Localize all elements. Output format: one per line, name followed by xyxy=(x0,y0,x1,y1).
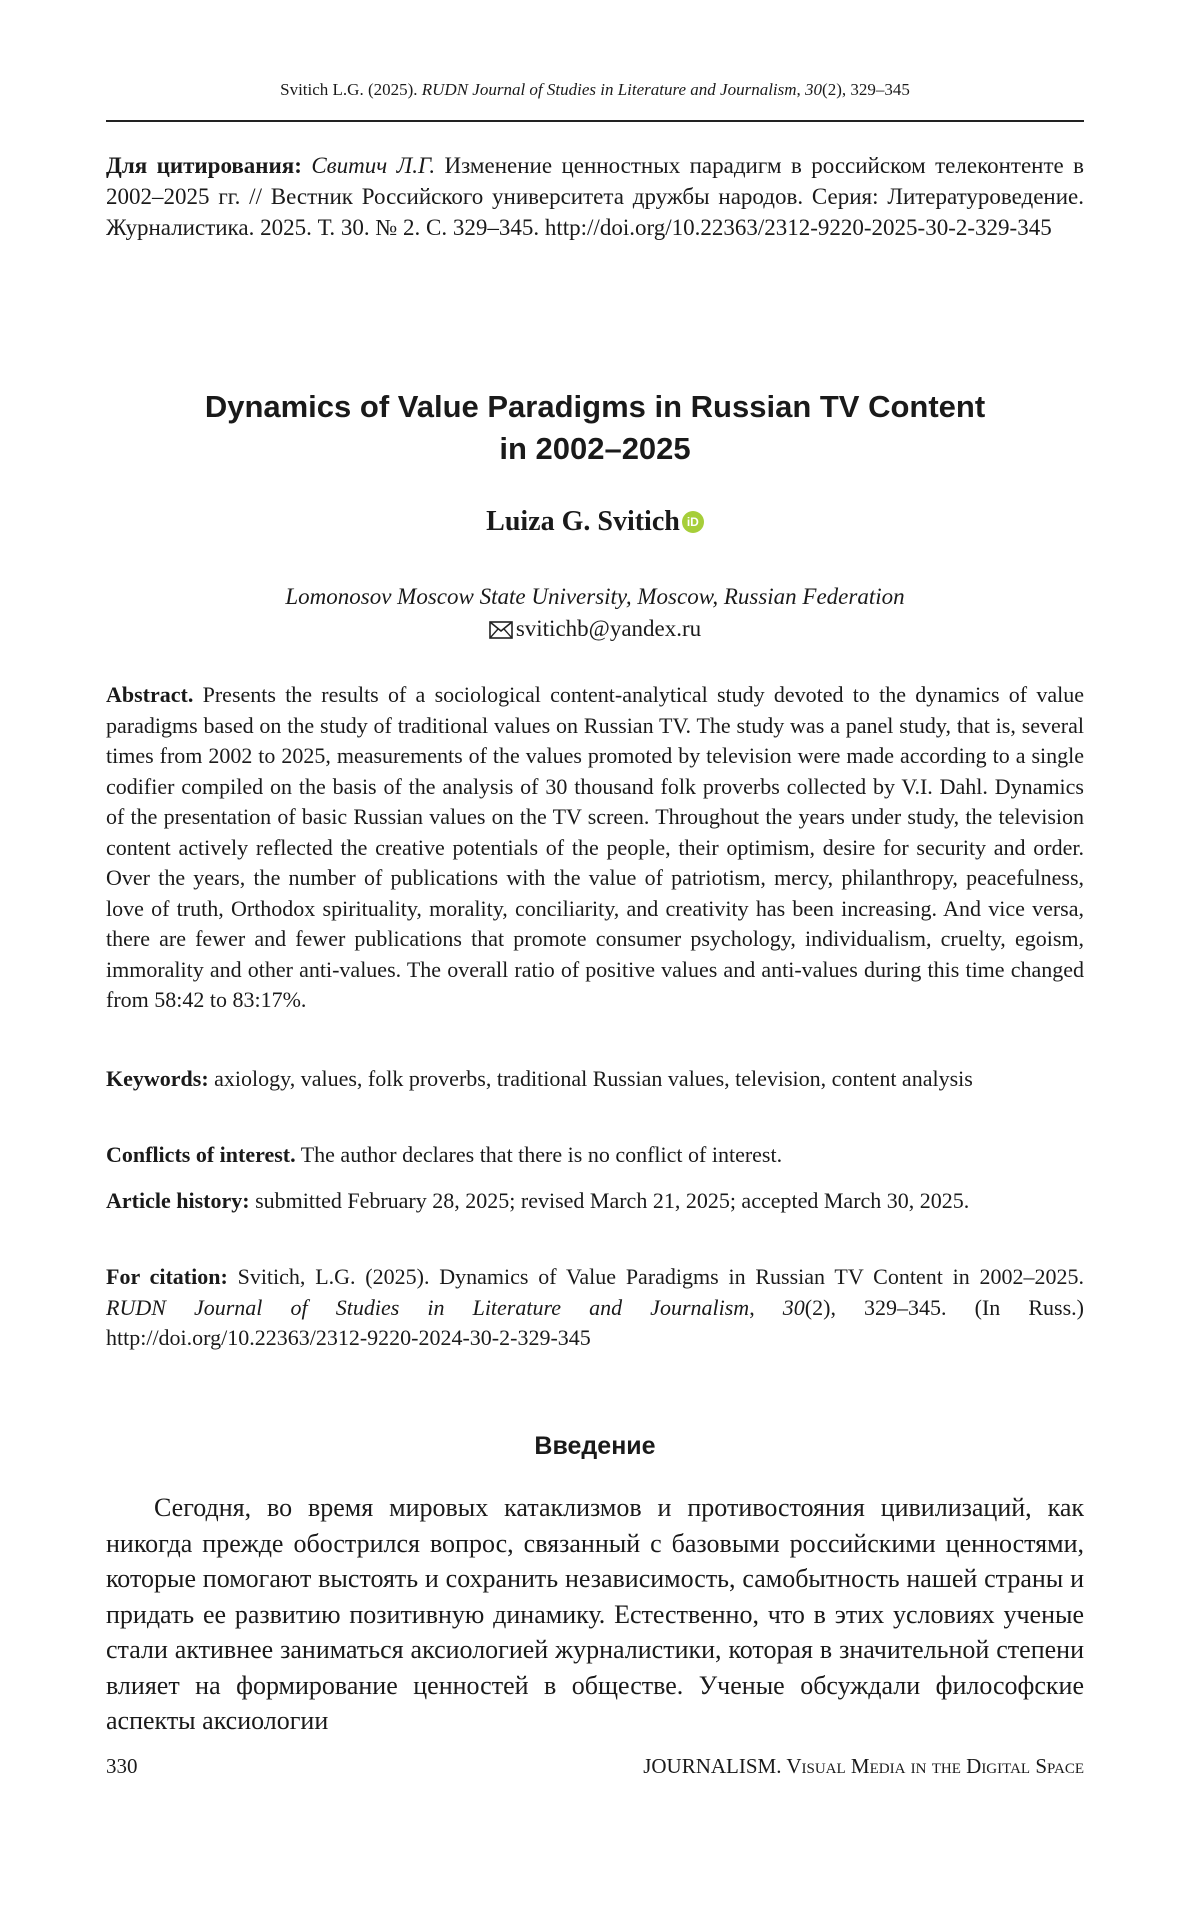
journal-section-footer xyxy=(643,1754,1084,1779)
keywords-text: axiology, values, folk proverbs, traditional Russian values, television, content analysis xyxy=(209,1066,973,1091)
abstract-text: Presents the results of a sociological content-analytical study devoted to the dynamics of value paradigms based on the study of traditional values on Russian TV. The study was a panel study, that is, several times from 2002 to 2025, measurements of the values promoted by television were made according to a single codifier compiled on the basis of the analysis of 30 thousand folk proverbs collected by V.I. Dahl. Dynamics of the presentation of basic Russian values on the TV screen. Throughout the years under study, the television content actively reflected the creative potentials of the people, their optimism, desire for security and order. Over the years, the number of publications with the value of patriotism, mercy, philanthropy, peacefulness, love of truth, Orthodox spirituality, morality, conciliarity, and creativity has been increasing. And vice versa, there are fewer and fewer publications that promote consumer psychology, individualism, cruelty, egoism, immorality and other anti-values. The overall ratio of positive values and anti-values during this time changed from 58:42 to 83:17%. xyxy=(106,682,1084,1012)
author-name: Luiza G. Svitich xyxy=(486,506,680,537)
history-text: submitted February 28, 2025; revised March 21, 2025; accepted March 30, 2025. xyxy=(250,1188,970,1213)
abstract xyxy=(106,680,1084,1016)
header-rule xyxy=(106,120,1084,122)
running-head-rest: (2), 329–345 xyxy=(822,80,910,99)
conflicts-label: Conflicts of interest. xyxy=(106,1142,296,1167)
for-citation-journal: RUDN Journal of Studies in Literature and Journalism xyxy=(106,1295,749,1320)
keywords-label: Keywords: xyxy=(106,1066,209,1091)
for-citation-label: For citation: xyxy=(106,1264,228,1289)
citation-ru-label: Для цитирования: xyxy=(106,153,302,178)
footer-smallcaps: Visual Media in the Digital Space xyxy=(781,1754,1084,1778)
title-line-1: Dynamics of Value Paradigms in Russian TV Content xyxy=(106,386,1084,428)
for-citation-sep: , xyxy=(749,1295,783,1320)
paper-title xyxy=(106,386,1084,470)
citation-ru-author: Свитич Л.Г. xyxy=(311,153,435,178)
footer-caps: JOURNALISM. xyxy=(643,1754,781,1778)
running-head-sep: , xyxy=(797,80,806,99)
email-line xyxy=(106,616,1084,642)
running-head-volume: 30 xyxy=(805,80,822,99)
intro-paragraph: Сегодня, во время мировых катаклизмов и противостояния цивилизаций, как никогда прежде обострился вопрос, связанный с базовыми российскими ценностями, которые помогают выстоять и сохранить независимость, самобытность нашей страны и придать ее развитию позитивную динамику. Естественно, что в этих условиях ученые стали активнее заниматься аксиологией журналистики, которая в значительной степени влияет на формирование ценностей в обществе. Ученые обсуждали философские аспекты аксиологии xyxy=(106,1490,1084,1739)
for-citation-text-1: Svitich, L.G. (2025). Dynamics of Value Paradigms in Russian TV Content in 2002–2025. xyxy=(228,1264,1084,1289)
running-head-prefix: Svitich L.G. (2025). xyxy=(280,80,422,99)
envelope-icon xyxy=(489,621,513,639)
conflicts-of-interest xyxy=(106,1140,1084,1171)
running-head-journal: RUDN Journal of Studies in Literature and Journalism xyxy=(422,80,797,99)
citation-ru xyxy=(106,150,1084,243)
article-history xyxy=(106,1186,1084,1217)
page-number: 330 xyxy=(106,1754,138,1779)
for-citation-text-2: (2), 329–345. (In Russ.) http://doi.org/10.22363/2312-9220-2024-30-2-329-345 xyxy=(106,1295,1084,1351)
title-line-2: in 2002–2025 xyxy=(106,428,1084,470)
keywords xyxy=(106,1064,1084,1095)
affiliation: Lomonosov Moscow State University, Moscow, Russian Federation xyxy=(106,584,1084,610)
abstract-label: Abstract. xyxy=(106,682,193,707)
section-heading: Введение xyxy=(106,1432,1084,1461)
orcid-icon[interactable]: iD xyxy=(682,511,704,533)
citation-ru-text: Изменение ценностных парадигм в российском телеконтенте в 2002–2025 гг. // Вестник Российского университета дружбы народов. Серия: Литературоведение. Журналистика. 2025. Т. 30. № 2. С. 329–345. http://doi.org/10.22363/2312-9220-2025-30-2-329-345 xyxy=(106,153,1084,240)
running-head xyxy=(106,80,1084,100)
history-label: Article history: xyxy=(106,1188,250,1213)
for-citation xyxy=(106,1262,1084,1354)
email-link[interactable]: svitichb@yandex.ru xyxy=(516,616,701,641)
conflicts-text: The author declares that there is no conflict of interest. xyxy=(296,1142,782,1167)
author xyxy=(106,506,1084,538)
for-citation-volume: 30 xyxy=(783,1295,805,1320)
